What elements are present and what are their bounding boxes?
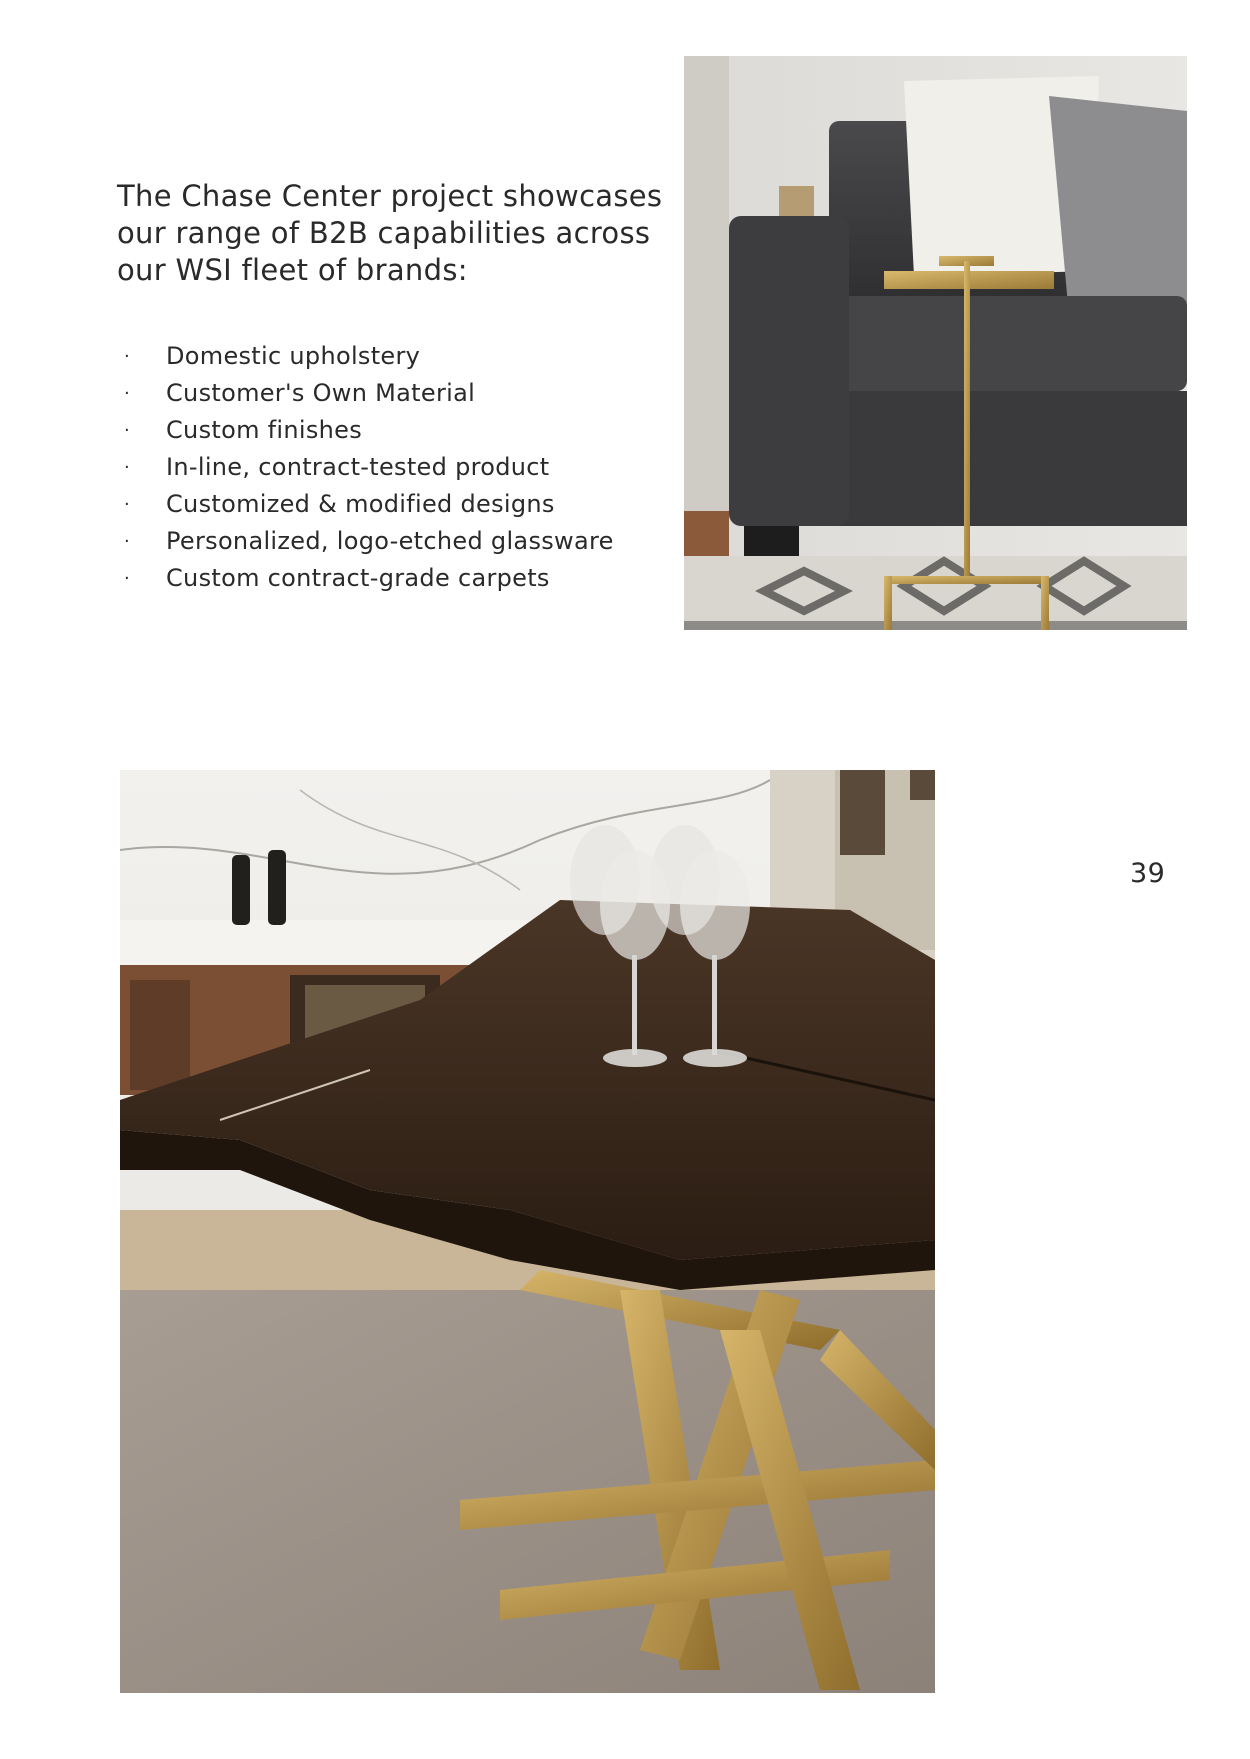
list-item-label: In-line, contract-tested product bbox=[166, 453, 550, 481]
list-item bbox=[118, 560, 678, 597]
list-item-label: Customer's Own Material bbox=[166, 379, 476, 407]
bullet-marker: · bbox=[124, 346, 131, 367]
list-item bbox=[118, 375, 678, 412]
list-item-label: Custom finishes bbox=[166, 416, 363, 444]
list-item-label: Domestic upholstery bbox=[166, 342, 421, 370]
list-item bbox=[118, 449, 678, 486]
bullet-marker: · bbox=[124, 568, 131, 589]
bullet-marker: · bbox=[124, 420, 131, 441]
intro-paragraph: The Chase Center project showcases our range of B2B capabilities across our WSI fleet of brands: bbox=[117, 179, 663, 287]
bullet-marker: · bbox=[124, 494, 131, 515]
bullet-marker: · bbox=[124, 457, 131, 478]
list-item-label: Personalized, logo-etched glassware bbox=[166, 527, 614, 555]
list-item-label: Custom contract-grade carpets bbox=[166, 564, 550, 592]
list-item-label: Customized & modified designs bbox=[166, 490, 555, 518]
list-item bbox=[118, 412, 678, 449]
sofa-photo bbox=[684, 56, 1187, 630]
list-item bbox=[118, 523, 678, 560]
capabilities-list bbox=[118, 338, 678, 597]
list-item bbox=[118, 486, 678, 523]
bullet-marker: · bbox=[124, 531, 131, 552]
table-photo bbox=[120, 770, 935, 1693]
page-number: 39 bbox=[1130, 858, 1166, 889]
list-item bbox=[118, 338, 678, 375]
bullet-marker: · bbox=[124, 383, 131, 404]
